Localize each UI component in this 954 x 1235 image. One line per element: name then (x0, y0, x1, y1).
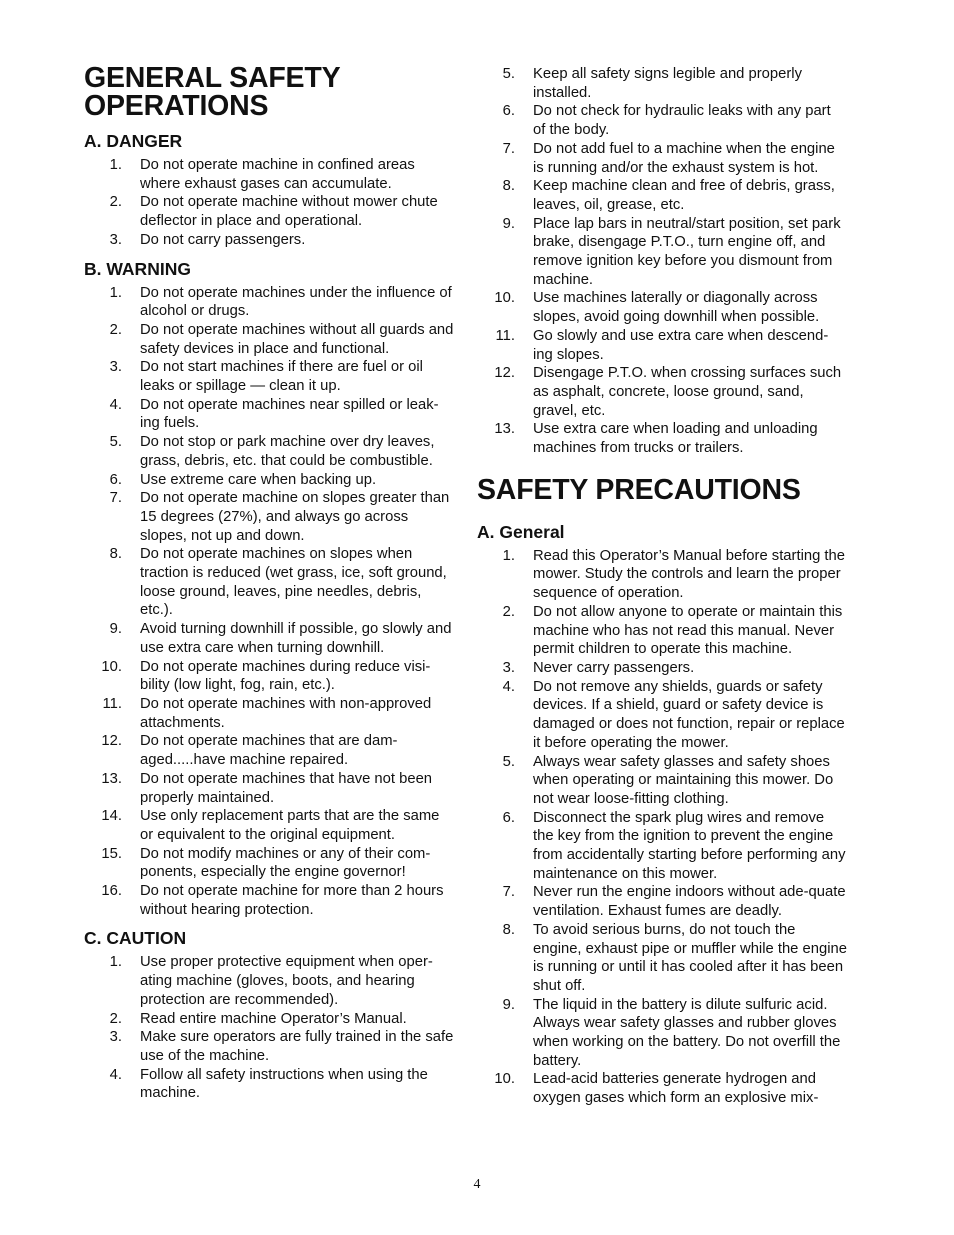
item-number: 10. (101, 658, 122, 675)
list-item (84, 396, 456, 433)
item-text: Do not operate machine without mower chute deflector in place and operational. (140, 194, 438, 230)
list-item (477, 659, 847, 678)
item-number: 2. (109, 1010, 122, 1027)
item-text: Do not operate machine for more than 2 hours without hearing protection. (140, 883, 444, 918)
list-item (477, 364, 847, 420)
item-text: Do not operate machines near spilled or leak-ing fuels. (140, 396, 439, 432)
safety-precautions-title: SAFETY PRECAUTIONS (477, 473, 801, 506)
item-text: Do not stop or park machine over dry leaves, grass, debris, etc. that could be combustible. (140, 434, 435, 469)
item-text: Do not carry passengers. (140, 231, 306, 248)
page-title (84, 64, 456, 120)
list-item (477, 420, 847, 457)
item-number: 13. (494, 421, 515, 438)
item-text: Make sure operators are fully trained in the safe use of the machine. (140, 1029, 454, 1064)
list-item (477, 603, 847, 659)
item-number: 12. (494, 365, 515, 382)
item-number: 16. (101, 883, 122, 900)
list-item (84, 882, 456, 919)
item-text: To avoid serious burns, do not touch the engine, exhaust pipe or muffler while the engine is running or until it has cooled after it has been shut off. (533, 921, 847, 994)
item-number: 1. (109, 284, 122, 301)
item-text: Read this Operator’s Manual before starting the mower. Study the controls and learn the proper sequence of operation. (533, 547, 846, 602)
item-number: 10. (494, 1071, 515, 1088)
item-number: 7. (502, 884, 515, 901)
list-item (84, 695, 456, 732)
item-number: 2. (109, 194, 122, 211)
page-title-line-1: GENERAL SAFETY (84, 62, 341, 94)
list-item (477, 809, 847, 884)
list-item (84, 358, 456, 395)
item-text: Do not operate machines under the influence of alcohol or drugs. (140, 284, 452, 320)
list-item (477, 753, 847, 809)
item-number: 14. (101, 808, 122, 825)
page-title-line-2: OPERATIONS (84, 90, 269, 122)
list-item (84, 471, 456, 490)
item-text: Place lap bars in neutral/start position, set park brake, disengage P.T.O., turn engine off, and remove ignition key before you dismount from machine. (533, 215, 841, 288)
item-text: Disengage P.T.O. when crossing surfaces such as asphalt, concrete, loose ground, sand, gravel, etc. (533, 365, 842, 419)
list-item (477, 289, 847, 326)
list-item (477, 215, 847, 290)
item-text: Do not operate machines without all guards and safety devices in place and functional. (140, 321, 454, 357)
item-text: Do not operate machines during reduce visi-bility (low light, fog, rain, etc.). (140, 658, 431, 694)
item-number: 2. (109, 321, 122, 338)
item-number: 8. (502, 921, 515, 938)
item-text: Use machines laterally or diagonally across slopes, avoid going downhill when possible. (533, 290, 820, 326)
item-number: 9. (502, 996, 515, 1013)
item-number: 5. (502, 753, 515, 770)
item-number: 1. (109, 954, 122, 971)
item-number: 4. (109, 1066, 122, 1083)
item-text: Do not remove any shields, guards or safety devices. If a shield, guard or safety device is damaged or does not function, repair or replace it before operating the mower. (533, 678, 845, 751)
item-text: Do not allow anyone to operate or maintain this machine who has not read this manual. Never permit children to operate this machine. (533, 603, 843, 658)
list-item (84, 193, 456, 230)
item-number: 13. (101, 770, 122, 787)
general-list (477, 547, 847, 1108)
item-text: Disconnect the spark plug wires and remove the key from the ignition to prevent the engine from accidentally starting before performing any maintenance on this mower. (533, 809, 846, 882)
item-number: 9. (502, 215, 515, 232)
item-text: Do not operate machines that are dam-aged.....have machine repaired. (140, 733, 398, 769)
general-heading: A. General (477, 521, 565, 542)
item-text: Use only replacement parts that are the same or equivalent to the original equipment. (140, 808, 440, 843)
item-number: 7. (502, 140, 515, 157)
item-number: 10. (494, 290, 515, 307)
list-item (84, 620, 456, 657)
list-item (477, 65, 847, 102)
caution-heading: C. CAUTION (84, 928, 187, 949)
list-item (477, 547, 847, 603)
list-item (477, 102, 847, 139)
item-number: 6. (109, 471, 122, 488)
item-text: Do not modify machines or any of their com-ponents, especially the engine governor! (140, 845, 431, 881)
item-number: 3. (109, 231, 122, 248)
item-text: Use extreme care when backing up. (140, 471, 377, 488)
item-number: 4. (502, 678, 515, 695)
list-item (84, 807, 456, 844)
item-text: Use extra care when loading and unloading machines from trucks or trailers. (533, 421, 818, 457)
item-number: 6. (502, 103, 515, 120)
list-item (84, 489, 456, 545)
item-text: Never carry passengers. (533, 659, 695, 676)
item-text: Lead-acid batteries generate hydrogen and oxygen gases which form an explosive mix- (533, 1071, 819, 1107)
list-item (84, 732, 456, 769)
item-number: 3. (502, 659, 515, 676)
item-number: 8. (502, 178, 515, 195)
list-item (84, 231, 456, 250)
list-item (84, 433, 456, 470)
item-text: Do not operate machines on slopes when traction is reduced (wet grass, ice, soft ground, loose ground, leaves, pine needles, debris, etc.). (140, 546, 447, 619)
list-item (84, 845, 456, 882)
item-text: Do not operate machine in confined areas where exhaust gases can accumulate. (140, 157, 415, 192)
item-text: Do not operate machines that have not been properly maintained. (140, 770, 433, 806)
caution-list (84, 953, 456, 1103)
item-number: 3. (109, 1029, 122, 1046)
left-column (84, 0, 456, 1103)
general-safety-continued-list (477, 65, 847, 458)
item-number: 15. (101, 845, 122, 862)
item-text: Follow all safety instructions when using the machine. (140, 1066, 428, 1102)
item-text: Always wear safety glasses and safety shoes when operating or maintaining this mower. Do not wear loose-fitting clothing. (533, 753, 834, 807)
item-text: Do not operate machine on slopes greater than 15 degrees (27%), and always go across slopes, not up and down. (140, 490, 450, 544)
list-item (84, 156, 456, 193)
item-text: Keep all safety signs legible and properly installed. (533, 66, 802, 101)
item-text: Do not operate machines with non-approved attachments. (140, 695, 432, 731)
item-number: 4. (109, 396, 122, 413)
list-item (477, 177, 847, 214)
danger-list (84, 156, 456, 250)
item-number: 6. (502, 809, 515, 826)
item-text: Never run the engine indoors without ade-quate ventilation. Exhaust fumes are deadly. (533, 884, 846, 920)
item-text: Avoid turning downhill if possible, go slowly and use extra care when turning downhill. (140, 621, 452, 656)
item-number: 12. (101, 733, 122, 750)
item-number: 1. (109, 157, 122, 173)
right-column (477, 0, 847, 1108)
warning-list (84, 284, 456, 920)
item-text: Do not check for hydraulic leaks with any part of the body. (533, 103, 831, 139)
list-item (84, 953, 456, 1009)
list-item (477, 1070, 847, 1107)
list-item (84, 1010, 456, 1029)
item-number: 2. (502, 603, 515, 620)
item-number: 9. (109, 621, 122, 638)
list-item (477, 921, 847, 996)
item-number: 5. (502, 66, 515, 82)
list-item (477, 678, 847, 753)
list-item (477, 327, 847, 364)
item-number: 3. (109, 359, 122, 376)
item-text: Read entire machine Operator’s Manual. (140, 1010, 407, 1027)
danger-heading: A. DANGER (84, 131, 183, 151)
list-item (84, 284, 456, 321)
list-item (84, 545, 456, 620)
list-item (84, 321, 456, 358)
list-item (84, 770, 456, 807)
list-item (477, 996, 847, 1071)
item-number: 11. (495, 327, 515, 344)
item-number: 8. (109, 546, 122, 563)
item-text: The liquid in the battery is dilute sulfuric acid. Always wear safety glasses and rubber gloves when working on the battery. Do not overfill the battery. (533, 996, 841, 1069)
item-number: 11. (102, 695, 122, 712)
item-text: Go slowly and use extra care when descend-ing slopes. (533, 327, 829, 363)
item-number: 7. (109, 490, 122, 507)
list-item (84, 1028, 456, 1065)
list-item (477, 883, 847, 920)
item-text: Do not add fuel to a machine when the engine is running and/or the exhaust system is hot. (533, 140, 835, 176)
item-number: 1. (502, 547, 515, 564)
item-number: 5. (109, 434, 122, 451)
list-item (84, 658, 456, 695)
item-text: Use proper protective equipment when oper-ating machine (gloves, boots, and hearing protection are recommended). (140, 954, 433, 1008)
warning-heading: B. WARNING (84, 258, 191, 279)
item-text: Keep machine clean and free of debris, grass, leaves, oil, grease, etc. (533, 178, 835, 213)
list-item (84, 1066, 456, 1103)
item-text: Do not start machines if there are fuel or oil leaks or spillage — clean it up. (140, 359, 423, 395)
page-number: 4 (473, 1177, 481, 1192)
list-item (477, 140, 847, 177)
